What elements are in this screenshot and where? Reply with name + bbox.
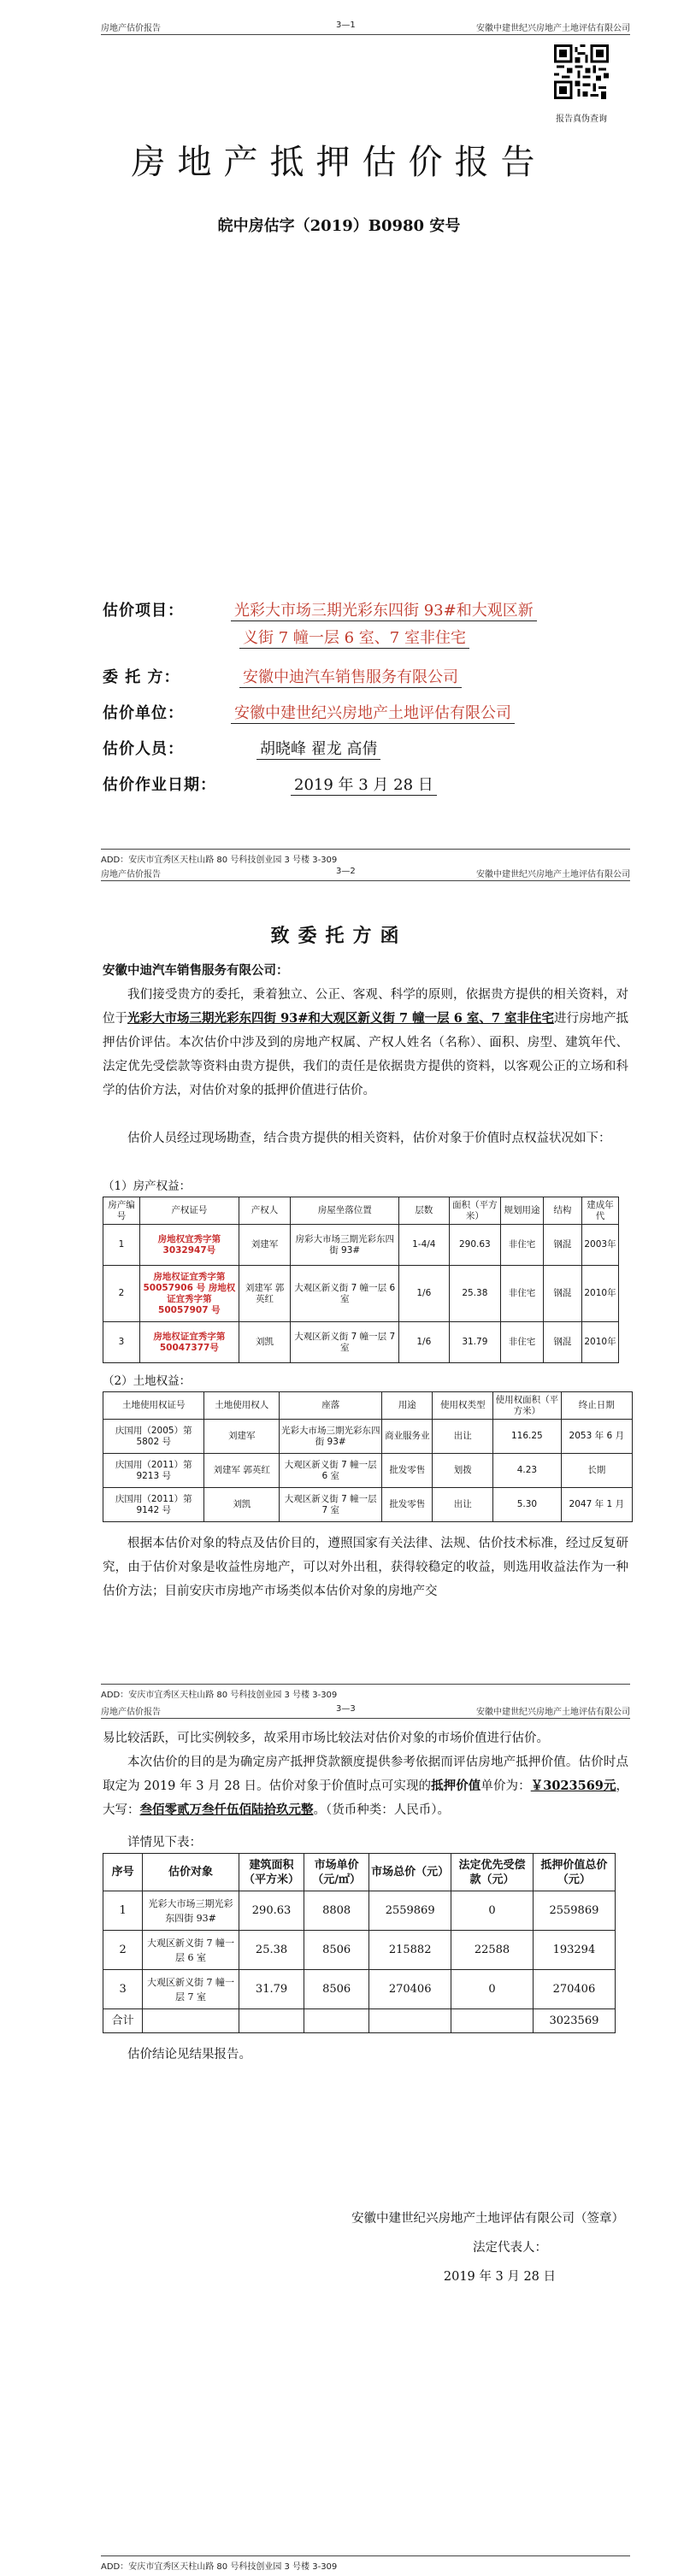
appraiser-label: 估价单位： (103, 704, 184, 722)
qr-code-icon (554, 44, 609, 99)
table-header-row: 土地使用权证号 土地使用权人 座落 用途 使用权类型 使用权面积（平方米） 终止日期 (103, 1392, 633, 1420)
header-page-number: 3—1 (336, 21, 356, 30)
page-header (101, 19, 630, 35)
header-company: 安徽中建世纪兴房地产土地评估有限公司 (476, 870, 630, 879)
paragraph-continued: 易比较活跃，可比实例较多，故采用市场比较法对估价对象的市场价值进行估价。 (103, 1732, 549, 1745)
header-left: 房地产估价报告 (101, 870, 161, 879)
page-header (101, 865, 630, 881)
table-row: 庆国用（2011）第 9142 号 刘凯 大观区新义街 7 幢一层 7 室 批发零售 出让 5.30 2047 年 1 月 (103, 1488, 633, 1522)
persons-value: 胡晓峰 翟龙 高倩 (256, 737, 380, 760)
total-value-number: ￥3023569元 (530, 1779, 616, 1793)
total-value-words: 叁佰零贰万叁仟伍佰陆拾玖元整 (139, 1803, 314, 1817)
table-row: 3 大观区新义街 7 幢一层 7 室 31.79 8506 270406 0 270406 (103, 1970, 616, 2009)
report-number: 皖中房估字（2019）B0980 安号 (217, 217, 461, 235)
client-value: 安徽中迪汽车销售服务有限公司 (239, 665, 462, 688)
cover-date (103, 773, 581, 797)
page-2 (0, 863, 678, 1721)
client-label: 委 托 方： (103, 668, 180, 686)
table-row: 3 房地权证宜秀字第 50047377号 刘凯 大观区新义街 7 幢一层 7 室 1/6 31.79 非住宅 钢混 2010年 (103, 1322, 619, 1363)
valuation-table (103, 1853, 616, 2033)
signature-representative: 法定代表人： (473, 2241, 547, 2255)
table-row: 2 房地权证宜秀字第 50057906 号 房地权证宜秀字第 50057907 号 刘建军 郭英红 大观区新义街 7 幢一层 6 室 1/6 25.38 非住宅 钢混 2010年 (103, 1266, 619, 1322)
date-label: 估价作业日期： (103, 776, 216, 794)
page-footer: ADD：安庆市宜秀区天柱山路 80 号科技创业园 3 号楼 3-309 (101, 1684, 630, 1701)
table-row: 1 房地权宜秀字第 3032947号 刘建军 房彩大市场三期光彩东四街 93# 1-4/4 290.63 非住宅 钢混 2003年 (103, 1225, 619, 1266)
header-page-number: 3—3 (336, 1704, 356, 1714)
qr-caption: 报告真伪查询 (556, 115, 607, 124)
header-left: 房地产估价报告 (101, 1708, 161, 1717)
date-value: 2019 年 3 月 28 日 (291, 773, 437, 796)
table-row: 庆国用（2011）第 9213 号 刘建军 郭英红 大观区新义街 7 幢一层 6 室 批发零售 划拨 4.23 长期 (103, 1454, 633, 1488)
table-header-row: 序号 估价对象 建筑面积（平方米） 市场单价（元/㎡） 市场总价（元） 法定优先受偿款（元） 抵押价值总价（元） (103, 1854, 616, 1891)
page-3 (0, 1701, 678, 2576)
land-rights-table (103, 1391, 633, 1522)
persons-label: 估价人员： (103, 740, 184, 758)
project-line-1: 光彩大市场三期光彩东四街 93#和大观区新 (231, 598, 537, 621)
cover-appraiser (103, 701, 581, 725)
table-row: 1 光彩大市场三期光彩东四街 93# 290.63 8808 2559869 0 2559869 (103, 1891, 616, 1931)
table2-caption: （2）土地权益： (103, 1374, 192, 1388)
table-row: 庆国用（2005）第 5802 号 刘建军 光彩大市场三期光彩东四街 93# 商业服务业 出让 116.25 2053 年 6 月 (103, 1420, 633, 1454)
report-title: 房地产抵押估价报告 (131, 143, 547, 182)
table-row: 2 大观区新义街 7 幢一层 6 室 25.38 8506 215882 22588 193294 (103, 1931, 616, 1970)
letter-paragraph-2: 估价人员经过现场勘查，结合贵方提供的相关资料，估价对象于价值时点权益状况如下： (127, 1132, 611, 1145)
salutation: 安徽中迪汽车销售服务有限公司： (103, 963, 289, 978)
page-1 (0, 0, 678, 865)
house-rights-table (103, 1197, 619, 1363)
conclusion-note: 估价结论见结果报告。 (127, 2048, 251, 2061)
header-left: 房地产估价报告 (101, 24, 161, 33)
header-company: 安徽中建世纪兴房地产土地评估有限公司 (476, 1708, 630, 1717)
table-total-row: 合计 3023569 (103, 2009, 616, 2033)
project-line-2: 义街 7 幢一层 6 室、7 室非住宅 (239, 626, 469, 649)
page-footer: ADD：安庆市宜秀区天柱山路 80 号科技创业园 3 号楼 3-309 (101, 2555, 630, 2573)
valuation-conclusion: 本次估价的目的是为确定房产抵押贷款额度提供参考依据而评估房地产抵押价值。估价时点取定为 2019 年 3 月 28 日。估价对象于价值时点可实现的抵押价值单价为：￥3023569元，大写：叁佰零贰万叁仟伍佰陆拾玖元整。（货币种类：人民币）。 (103, 1756, 629, 1817)
signature-date: 2019 年 3 月 28 日 (443, 2270, 556, 2284)
header-page-number: 3—2 (336, 867, 356, 876)
header-company: 安徽中建世纪兴房地产土地评估有限公司 (476, 24, 630, 33)
table1-caption: （1）房产权益： (103, 1179, 192, 1193)
project-label: 估价项目： (103, 602, 184, 620)
appraiser-value: 安徽中建世纪兴房地产土地评估有限公司 (231, 701, 515, 724)
page-footer: ADD：安庆市宜秀区天柱山路 80 号科技创业园 3 号楼 3-309 (101, 849, 630, 866)
cover-client (103, 665, 581, 689)
cover-persons (103, 737, 581, 761)
cover-project (103, 598, 581, 653)
table-header-row: 房产编号 产权证号 产权人 房屋坐落位置 层数 面积（平方米） 规划用途 结构 建成年代 (103, 1197, 619, 1225)
letter-paragraph-3: 根据本估价对象的特点及估价目的，遵照国家有关法律、法规、估价技术标准，经过反复研究，由于估价对象是收益性房地产，可以对外出租，获得较稳定的收益，则选用收益法作为一种估价方法；目前安庆市房地产市场类似本估价对象的房地产交 (103, 1537, 628, 1598)
page-header (101, 1703, 630, 1719)
letter-paragraph-1: 我们接受贵方的委托，秉着独立、公正、客观、科学的原则，依据贵方提供的相关资料，对位于光彩大市场三期光彩东四街 93#和大观区新义街 7 幢一层 6 室、7 室非住宅进行房地产抵押估价评估。本次估价中涉及到的房地产权属、产权人姓名（名称）、面积、房型、建筑年代、法定优先受偿款等资料由贵方提供，我们的责任是依据贵方提供的资料，以客观公正的立场和科学的估价方法，对估价对象的抵押价值进行估价。 (103, 988, 629, 1097)
property-address: 光彩大市场三期光彩东四街 93#和大观区新义街 7 幢一层 6 室、7 室非住宅 (127, 1011, 554, 1026)
letter-title: 致委托方函 (270, 925, 408, 947)
signature-company: 安徽中建世纪兴房地产土地评估有限公司（签章） (351, 2212, 624, 2226)
detail-caption: 详情见下表： (127, 1836, 202, 1850)
